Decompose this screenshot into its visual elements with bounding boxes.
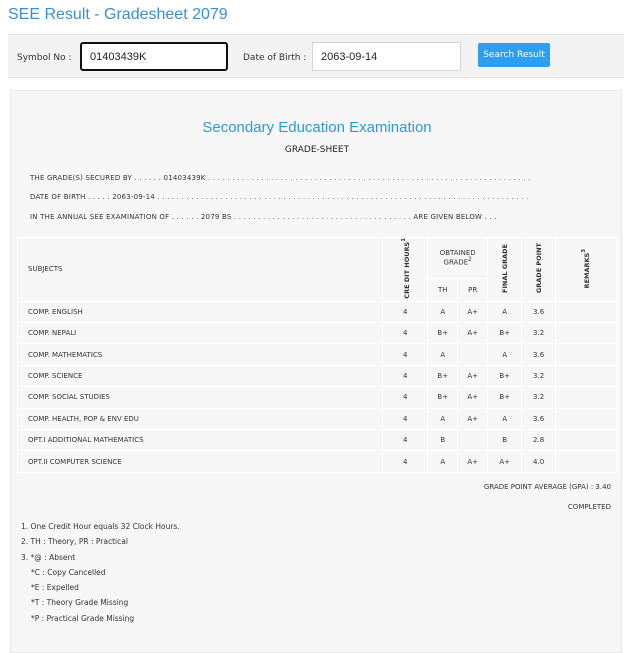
credit-hours-cell: 4 <box>383 408 428 429</box>
search-bar <box>8 34 624 78</box>
footnote-copy-cancelled: *C : Copy Cancelled <box>31 567 106 577</box>
theory-grade-cell: A <box>428 344 458 365</box>
header-pr: PR <box>458 279 488 301</box>
final-grade-cell: B+ <box>488 365 522 386</box>
grade-point-cell: 3.2 <box>522 323 556 344</box>
remarks-cell <box>556 408 617 429</box>
exam-title: Secondary Education Examination <box>202 119 432 136</box>
credit-hours-cell: 4 <box>383 430 428 451</box>
credit-hours-cell: 4 <box>383 301 428 322</box>
final-grade-cell: B+ <box>488 323 522 344</box>
grades-table-body <box>18 301 617 472</box>
credit-hours-cell: 4 <box>383 323 428 344</box>
final-grade-cell: A <box>488 408 522 429</box>
completed-text: COMPLETED <box>567 503 611 511</box>
footnote-practical-missing: *P : Practical Grade Missing <box>31 613 135 623</box>
remarks-cell <box>556 344 617 365</box>
practical-grade-cell: A+ <box>458 408 488 429</box>
table-row <box>18 344 617 365</box>
final-grade-cell: A <box>488 301 522 322</box>
footnote-3: 3. *@ : Absent <box>21 552 76 562</box>
practical-grade-cell: A+ <box>458 301 488 322</box>
info-line-exam <box>30 213 497 221</box>
info-line-exam-value: 2079 BS <box>200 213 232 221</box>
footnote-theory-missing: *T : Theory Grade Missing <box>31 598 129 608</box>
theory-grade-cell: B+ <box>428 365 458 386</box>
subject-cell: COMP. MATHEMATICS <box>18 344 383 365</box>
footnotes <box>21 519 180 626</box>
symbol-label: Symbol No : <box>17 53 72 63</box>
grade-point-cell: 4.0 <box>522 451 556 472</box>
gradesheet-panel <box>10 90 622 653</box>
final-grade-cell: A <box>488 344 522 365</box>
credit-hours-cell: 4 <box>383 365 428 386</box>
table-row <box>18 387 617 408</box>
gradesheet-body <box>17 97 617 513</box>
practical-grade-cell <box>458 430 488 451</box>
remarks-cell <box>556 323 617 344</box>
dob-label: Date of Birth : <box>243 53 307 63</box>
header-obtained-grade: OBTAINED GRADE$^2$ <box>428 238 488 279</box>
table-row <box>18 451 617 472</box>
table-row <box>18 408 617 429</box>
header-grade-point: GRADE POINT <box>522 238 556 302</box>
footnote-1: 1. One Credit Hour equals 32 Clock Hours. <box>21 522 180 531</box>
table-row <box>18 301 617 322</box>
table-row <box>18 323 617 344</box>
final-grade-cell: A+ <box>488 451 522 472</box>
info-line-dob <box>30 193 528 201</box>
info-line-name-suffix: . . . . . . . . . . . . . . . . . . . . . . . . . . . . . . . . . . . . . . . . . . . . . . . . . . . . . . . . . . . . . . . . . . . <box>208 174 531 182</box>
practical-grade-cell: A+ <box>458 451 488 472</box>
grade-point-cell: 3.2 <box>522 365 556 386</box>
subject-cell: COMP. ENGLISH <box>18 301 383 322</box>
practical-grade-cell: A+ <box>458 387 488 408</box>
info-line-exam-end: ARE GIVEN BELOW . . . <box>413 213 497 221</box>
grade-point-cell: 3.2 <box>522 387 556 408</box>
remarks-cell <box>556 365 617 386</box>
footnote-2: 2. TH : Theory, PR : Practical <box>21 537 128 547</box>
grade-point-cell: 3.6 <box>522 344 556 365</box>
info-line-exam-suffix: . . . . . . . . . . . . . . . . . . . . . . . . . . . . . . . . . . . . . <box>233 213 411 221</box>
search-result-button[interactable]: Search Result <box>478 43 550 67</box>
credit-hours-cell: 4 <box>383 344 428 365</box>
info-line-dob-value: 2063-09-14 <box>112 193 155 201</box>
final-grade-cell: B <box>488 430 522 451</box>
subject-cell: COMP. SCIENCE <box>18 365 383 386</box>
info-line-dob-suffix: . . . . . . . . . . . . . . . . . . . . . . . . . . . . . . . . . . . . . . . . . . . . . . . . . . . . . . . . . . . . . . . . . . . . . . . . . . . . . <box>157 193 529 201</box>
credit-hours-cell: 4 <box>383 387 428 408</box>
subject-cell: COMP. HEALTH, POP & ENV EDU <box>18 408 383 429</box>
info-line-name-value: 01403439K <box>163 174 206 182</box>
remarks-cell <box>556 451 617 472</box>
page-title: SEE Result - Gradesheet 2079 <box>8 6 228 23</box>
practical-grade-cell: A+ <box>458 323 488 344</box>
gradesheet-title: GRADE-SHEET <box>284 145 350 155</box>
subject-cell: OPT.I ADDITIONAL MATHEMATICS <box>18 430 383 451</box>
theory-grade-cell: A <box>428 451 458 472</box>
practical-grade-cell <box>458 344 488 365</box>
credit-hours-cell: 4 <box>383 451 428 472</box>
grade-point-cell: 3.6 <box>522 301 556 322</box>
header-th: TH <box>428 279 458 301</box>
info-line-exam-prefix: IN THE ANNUAL SEE EXAMINATION OF . . . . . . <box>30 213 199 221</box>
symbol-input[interactable] <box>80 42 228 71</box>
grade-point-cell: 3.6 <box>522 408 556 429</box>
header-final-grade: FINAL GRADE <box>488 238 522 302</box>
practical-grade-cell: A+ <box>458 365 488 386</box>
info-line-name-prefix: THE GRADE(S) SECURED BY . . . . . . <box>30 174 162 182</box>
info-line-name <box>30 174 531 182</box>
grades-table <box>17 237 617 473</box>
theory-grade-cell: A <box>428 301 458 322</box>
dob-input[interactable] <box>312 42 461 71</box>
subject-cell: OPT.II COMPUTER SCIENCE <box>18 451 383 472</box>
subject-cell: COMP. NEPALI <box>18 323 383 344</box>
table-row <box>18 365 617 386</box>
remarks-cell <box>556 301 617 322</box>
theory-grade-cell: B+ <box>428 323 458 344</box>
final-grade-cell: B+ <box>488 387 522 408</box>
subject-cell: COMP. SOCIAL STUDIES <box>18 387 383 408</box>
theory-grade-cell: A <box>428 408 458 429</box>
remarks-cell <box>556 430 617 451</box>
theory-grade-cell: B+ <box>428 387 458 408</box>
header-credit-hours: CRE DIT HOURS$^1$ <box>383 238 428 302</box>
table-row <box>18 430 617 451</box>
theory-grade-cell: B <box>428 430 458 451</box>
grade-point-cell: 2.8 <box>522 430 556 451</box>
gpa-text: GRADE POINT AVERAGE (GPA) : 3.40 <box>483 483 611 491</box>
remarks-cell <box>556 387 617 408</box>
header-subjects: SUBJECTS <box>18 238 383 302</box>
footnote-expelled: *E : Expelled <box>31 583 79 593</box>
info-line-dob-prefix: DATE OF BIRTH . . . . . <box>30 193 110 201</box>
header-remarks: REMARKS$^3$ <box>556 238 617 302</box>
